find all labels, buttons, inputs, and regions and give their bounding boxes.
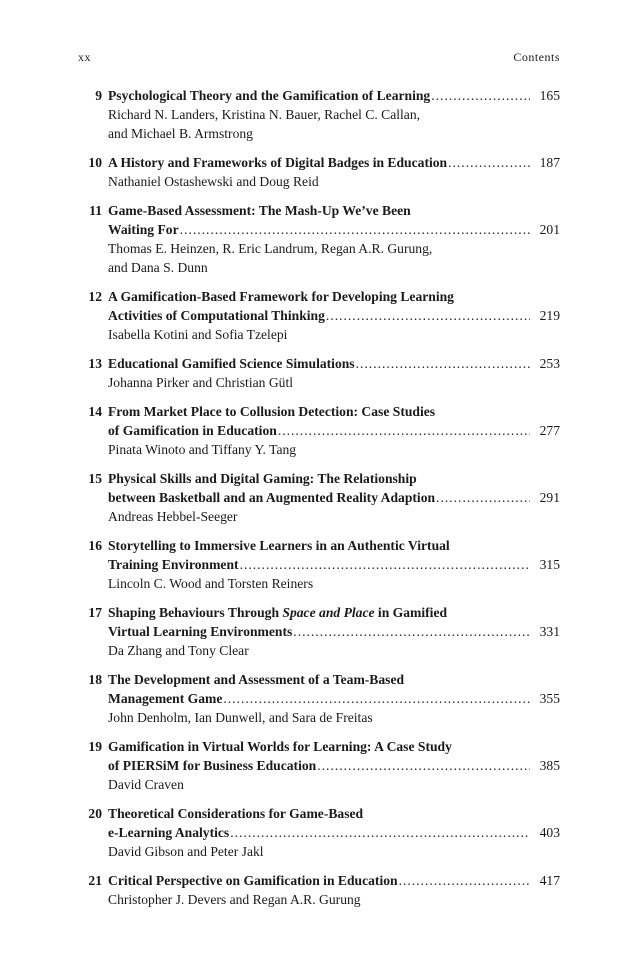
- title-emphasis: Space and Place: [282, 605, 375, 620]
- chapter-authors: [108, 373, 528, 392]
- toc-entry[interactable]: [78, 670, 560, 727]
- chapter-title[interactable]: [108, 220, 560, 239]
- chapter-title[interactable]: [108, 756, 560, 775]
- chapter-title-text: Critical Perspective on Gamification in Education: [108, 873, 398, 888]
- chapter-title[interactable]: [108, 153, 560, 172]
- chapter-title-line-1[interactable]: [108, 603, 528, 622]
- page-number: 291: [539, 490, 560, 505]
- chapter-title[interactable]: [108, 421, 560, 440]
- chapter-number: 18: [88, 672, 102, 687]
- chapter-authors: [108, 172, 528, 191]
- toc-entry[interactable]: [78, 871, 560, 909]
- author-line: Thomas E. Heinzen, R. Eric Landrum, Regan A.R. Gurung,: [108, 241, 433, 256]
- chapter-title-text: Virtual Learning Environments: [108, 624, 293, 639]
- table-of-contents: [78, 86, 560, 919]
- author-line: Andreas Hebbel-Seeger: [108, 509, 238, 524]
- chapter-title-text: Educational Gamified Science Simulations: [108, 356, 355, 371]
- page-number: 417: [539, 873, 560, 888]
- toc-entry[interactable]: [78, 603, 560, 660]
- chapter-title-line-1[interactable]: Theoretical Considerations for Game-Based: [108, 806, 364, 821]
- chapter-title[interactable]: [108, 622, 560, 641]
- author-line: Johanna Pirker and Christian Gütl: [108, 375, 293, 390]
- chapter-title-line-1[interactable]: The Development and Assessment of a Team-Based: [108, 672, 405, 687]
- chapter-title[interactable]: [108, 823, 560, 842]
- dot-leader: [356, 354, 530, 373]
- author-line: and Dana S. Dunn: [108, 260, 208, 275]
- chapter-title[interactable]: [108, 488, 560, 507]
- dot-leader: [293, 622, 530, 641]
- dot-leader: [230, 823, 530, 842]
- chapter-authors: [108, 641, 528, 660]
- page-number: 165: [539, 88, 560, 103]
- chapter-number: 10: [88, 155, 102, 170]
- chapter-authors: [108, 842, 528, 861]
- chapter-title-text: Training Environment: [108, 557, 239, 572]
- page-number: 187: [539, 155, 560, 170]
- page-number: 355: [539, 691, 560, 706]
- page-number: 403: [539, 825, 560, 840]
- page-number: 331: [539, 624, 560, 639]
- dot-leader: [448, 153, 530, 172]
- chapter-number: 15: [88, 471, 102, 486]
- author-line: Isabella Kotini and Sofia Tzelepi: [108, 327, 288, 342]
- chapter-title-text: Waiting For: [108, 222, 179, 237]
- chapter-title-line-1[interactable]: From Market Place to Collusion Detection: Case Studies: [108, 404, 436, 419]
- chapter-authors: [108, 239, 528, 277]
- chapter-title[interactable]: [108, 555, 560, 574]
- chapter-number: 21: [88, 873, 102, 888]
- chapter-title-line-1[interactable]: Gamification in Virtual Worlds for Learning: A Case Study: [108, 739, 452, 754]
- author-line: David Craven: [108, 777, 184, 792]
- chapter-number: 17: [88, 605, 102, 620]
- dot-leader: [436, 488, 530, 507]
- chapter-number: 16: [88, 538, 102, 553]
- dot-leader: [399, 871, 530, 890]
- running-title: Contents: [513, 50, 560, 64]
- page-number-roman: xx: [78, 50, 91, 64]
- dot-leader: [223, 689, 530, 708]
- chapter-authors: [108, 574, 528, 593]
- toc-entry[interactable]: [78, 536, 560, 593]
- dot-leader: [326, 306, 530, 325]
- chapter-authors: [108, 890, 528, 909]
- author-line: Pinata Winoto and Tiffany Y. Tang: [108, 442, 297, 457]
- toc-entry[interactable]: [78, 804, 560, 861]
- chapter-title[interactable]: [108, 354, 560, 373]
- chapter-title-text: e-Learning Analytics: [108, 825, 230, 840]
- toc-entry[interactable]: [78, 201, 560, 277]
- author-line: David Gibson and Peter Jakl: [108, 844, 264, 859]
- chapter-title-text: Management Game: [108, 691, 223, 706]
- page-number: 201: [539, 222, 560, 237]
- chapter-title-line-1[interactable]: Game-Based Assessment: The Mash-Up We’ve Been: [108, 203, 411, 218]
- chapter-number: 19: [88, 739, 102, 754]
- toc-entry[interactable]: [78, 354, 560, 392]
- toc-entry[interactable]: [78, 469, 560, 526]
- chapter-authors: [108, 708, 528, 727]
- chapter-authors: [108, 325, 528, 344]
- chapter-number: 11: [89, 203, 102, 218]
- author-line: and Michael B. Armstrong: [108, 126, 253, 141]
- chapter-title-text: Activities of Computational Thinking: [108, 308, 325, 323]
- chapter-authors: [108, 440, 528, 459]
- page-number: 315: [539, 557, 560, 572]
- dot-leader: [180, 220, 530, 239]
- author-line: Nathaniel Ostashewski and Doug Reid: [108, 174, 319, 189]
- toc-entry[interactable]: [78, 86, 560, 143]
- chapter-title-line-1[interactable]: A Gamification-Based Framework for Developing Learning: [108, 289, 454, 304]
- author-line: John Denholm, Ian Dunwell, and Sara de Freitas: [108, 710, 373, 725]
- toc-entry[interactable]: [78, 287, 560, 344]
- chapter-title-text: of Gamification in Education: [108, 423, 277, 438]
- chapter-number: 14: [88, 404, 102, 419]
- chapter-title-line-1[interactable]: Storytelling to Immersive Learners in an Authentic Virtual: [108, 538, 450, 553]
- dot-leader: [317, 756, 530, 775]
- chapter-title-text: Psychological Theory and the Gamification of Learning: [108, 88, 431, 103]
- title-part: Shaping Behaviours Through: [108, 605, 283, 620]
- page-number: 385: [539, 758, 560, 773]
- dot-leader: [240, 555, 530, 574]
- title-part: in Gamified: [374, 605, 448, 620]
- page-number: 219: [539, 308, 560, 323]
- page-number: 253: [539, 356, 560, 371]
- chapter-authors: [108, 507, 528, 526]
- author-line: Richard N. Landers, Kristina N. Bauer, Rachel C. Callan,: [108, 107, 421, 122]
- toc-entry[interactable]: [78, 737, 560, 794]
- chapter-title-line-1[interactable]: Physical Skills and Digital Gaming: The Relationship: [108, 471, 417, 486]
- author-line: Da Zhang and Tony Clear: [108, 643, 249, 658]
- page-number: 277: [539, 423, 560, 438]
- chapter-title[interactable]: [108, 689, 560, 708]
- chapter-title[interactable]: [108, 86, 560, 105]
- chapter-title-text: A History and Frameworks of Digital Badges in Education: [108, 155, 448, 170]
- toc-entry[interactable]: [78, 153, 560, 191]
- chapter-title[interactable]: [108, 306, 560, 325]
- chapter-number: 20: [88, 806, 102, 821]
- dot-leader: [431, 86, 530, 105]
- author-line: Christopher J. Devers and Regan A.R. Gurung: [108, 892, 361, 907]
- chapter-number: 12: [88, 289, 102, 304]
- chapter-title-text: of PIERSiM for Business Education: [108, 758, 317, 773]
- chapter-title[interactable]: [108, 871, 560, 890]
- toc-entry[interactable]: [78, 402, 560, 459]
- running-header: [78, 50, 560, 68]
- chapter-authors: [108, 775, 528, 794]
- chapter-authors: [108, 105, 528, 143]
- author-line: Lincoln C. Wood and Torsten Reiners: [108, 576, 314, 591]
- chapter-title-text: between Basketball and an Augmented Reality Adaption: [108, 490, 436, 505]
- chapter-number: 13: [88, 356, 102, 371]
- dot-leader: [278, 421, 530, 440]
- chapter-number: 9: [95, 88, 102, 103]
